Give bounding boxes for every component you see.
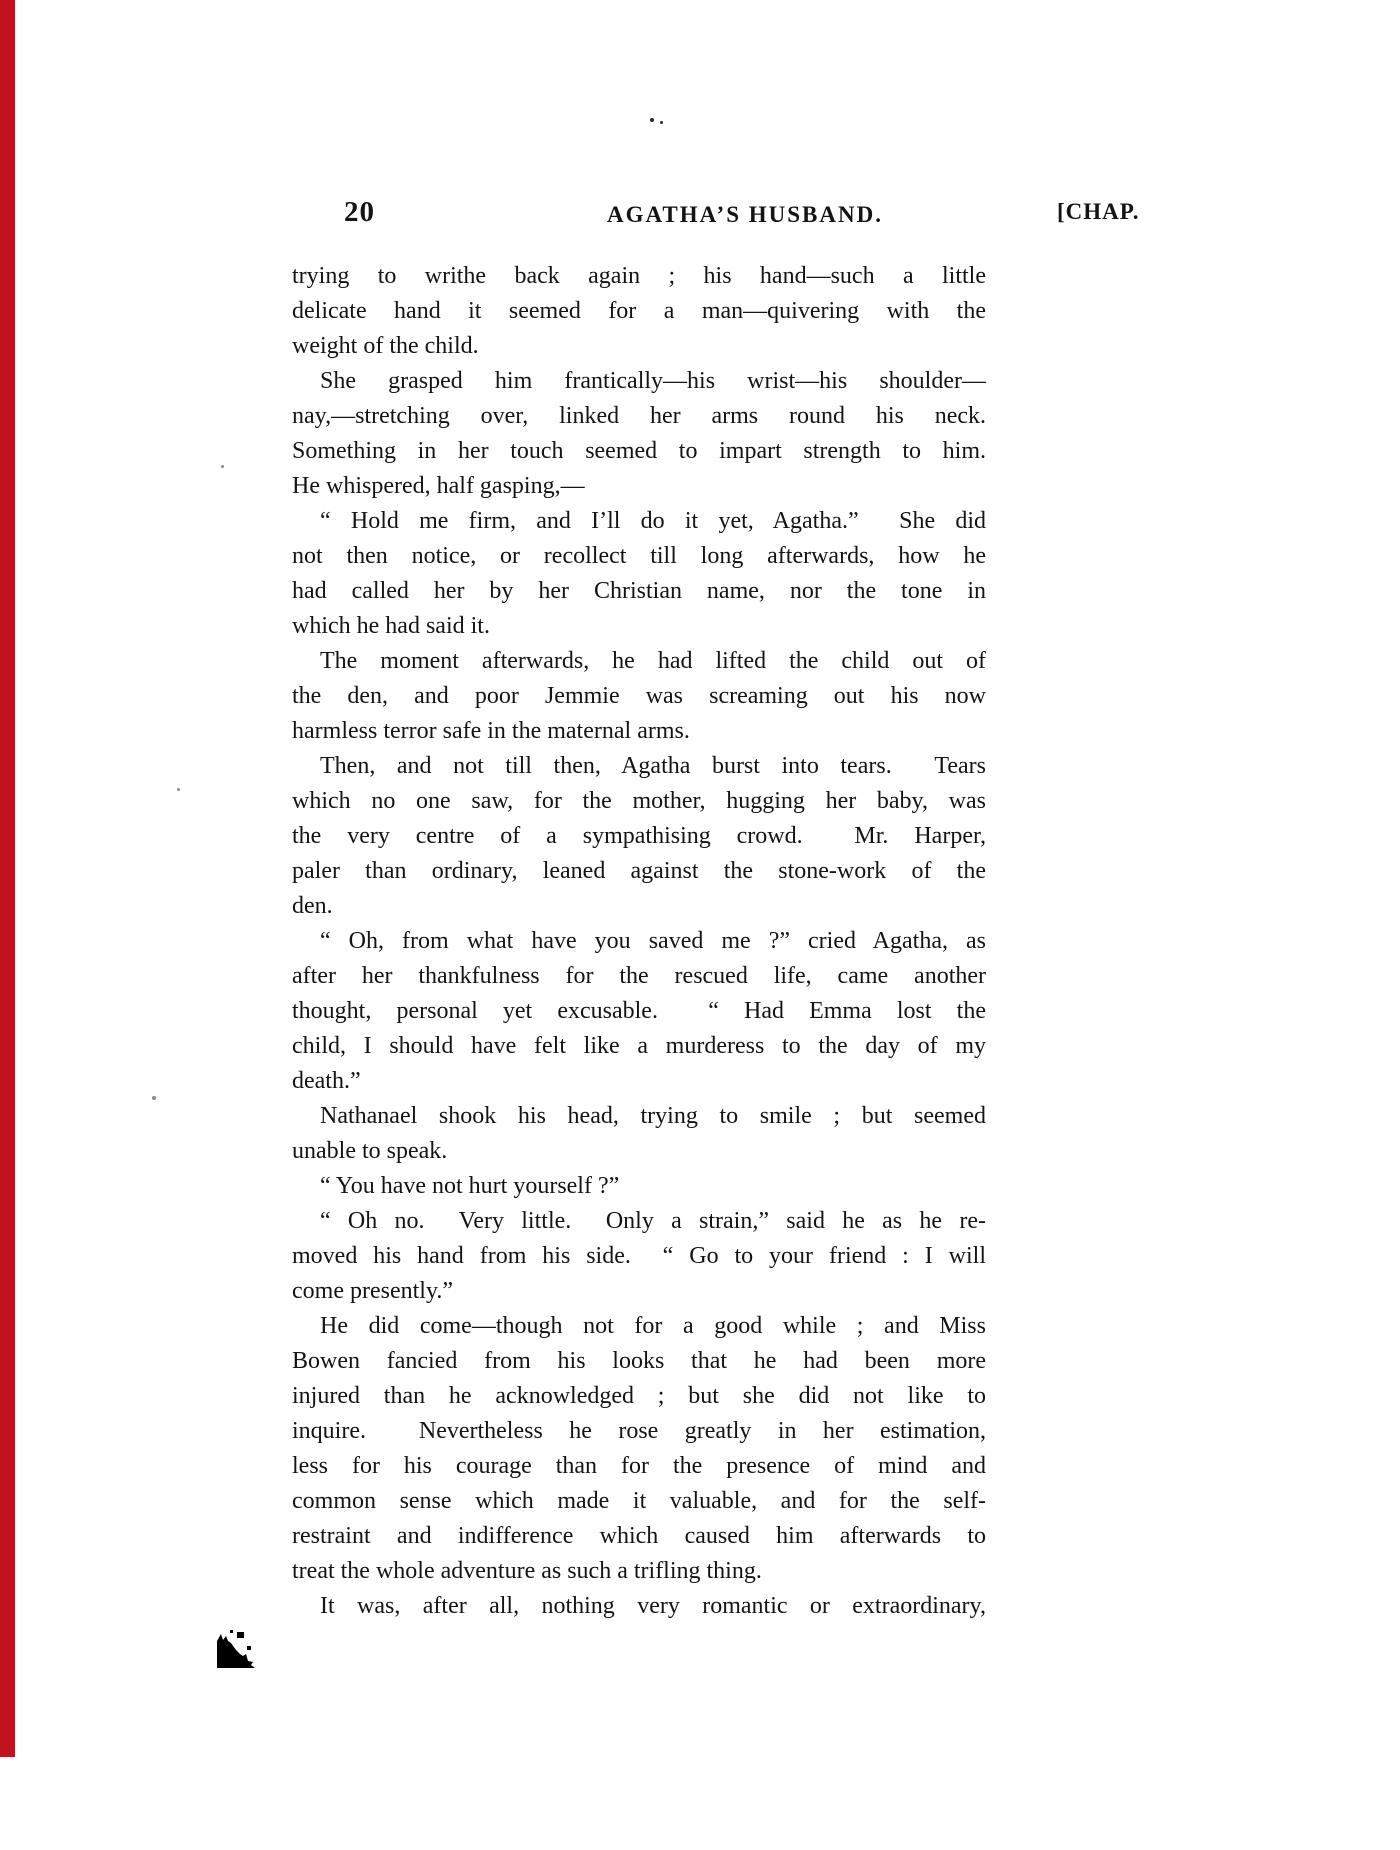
text-line: after her thankfulness for the rescued life, came another xyxy=(292,963,986,989)
text-line: The moment afterwards, he had lifted the child out of xyxy=(320,648,986,674)
stray-mark xyxy=(650,118,654,122)
text-line: death.” xyxy=(292,1068,361,1094)
text-line: “ Oh no. Very little. Only a strain,” said he as he re- xyxy=(320,1208,986,1234)
text-line: thought, personal yet excusable. “ Had Emma lost the xyxy=(292,998,986,1024)
stray-mark xyxy=(177,788,180,791)
page-number: 20 xyxy=(344,196,375,228)
text-line: restraint and indifference which caused him afterwards to xyxy=(292,1523,986,1549)
chapter-marker: [CHAP. xyxy=(1057,199,1140,224)
text-line: “ You have not hurt yourself ?” xyxy=(320,1173,620,1199)
text-line: den. xyxy=(292,893,333,919)
scan-edge-strip xyxy=(0,0,15,1757)
ink-blot xyxy=(215,1628,260,1673)
text-line: less for his courage than for the presence of mind and xyxy=(292,1453,986,1479)
text-line: which he had said it. xyxy=(292,613,490,639)
text-line: He did come—though not for a good while ; and Miss xyxy=(320,1313,986,1339)
text-line: not then notice, or recollect till long afterwards, how he xyxy=(292,543,986,569)
running-title: AGATHA’S HUSBAND. xyxy=(607,202,883,227)
text-line: Something in her touch seemed to impart strength to him. xyxy=(292,438,986,464)
text-line: inquire. Nevertheless he rose greatly in her estimation, xyxy=(292,1418,986,1444)
text-line: injured than he acknowledged ; but she did not like to xyxy=(292,1383,986,1409)
text-line: “ Oh, from what have you saved me ?” cried Agatha, as xyxy=(320,928,986,954)
text-line: She grasped him frantically—his wrist—his shoulder— xyxy=(320,368,986,394)
text-line: He whispered, half gasping,— xyxy=(292,473,585,499)
text-line: had called her by her Christian name, nor the tone in xyxy=(292,578,986,604)
text-line: the den, and poor Jemmie was screaming out his now xyxy=(292,683,986,709)
stray-mark xyxy=(152,1096,156,1100)
text-line: which no one saw, for the mother, hugging her baby, was xyxy=(292,788,986,814)
text-line: trying to writhe back again ; his hand—such a little xyxy=(292,263,986,289)
text-line: moved his hand from his side. “ Go to your friend : I will xyxy=(292,1243,986,1269)
text-line: delicate hand it seemed for a man—quivering with the xyxy=(292,298,986,324)
text-line: child, I should have felt like a murderess to the day of my xyxy=(292,1033,986,1059)
stray-mark xyxy=(221,465,224,468)
text-line: “ Hold me firm, and I’ll do it yet, Agatha.” She did xyxy=(320,508,986,534)
text-line: unable to speak. xyxy=(292,1138,448,1164)
body-text xyxy=(292,259,986,1624)
text-line: the very centre of a sympathising crowd. Mr. Harper, xyxy=(292,823,986,849)
text-line: treat the whole adventure as such a trifling thing. xyxy=(292,1558,762,1584)
text-line: weight of the child. xyxy=(292,333,479,359)
text-line: Nathanael shook his head, trying to smile ; but seemed xyxy=(320,1103,986,1129)
text-line: paler than ordinary, leaned against the stone-work of the xyxy=(292,858,986,884)
text-line: Then, and not till then, Agatha burst into tears. Tears xyxy=(320,753,986,779)
text-line: Bowen fancied from his looks that he had been more xyxy=(292,1348,986,1374)
text-line: It was, after all, nothing very romantic or extraordinary, xyxy=(320,1593,986,1619)
text-line: come presently.” xyxy=(292,1278,454,1304)
text-line: common sense which made it valuable, and for the self- xyxy=(292,1488,986,1514)
stray-mark xyxy=(660,121,663,124)
text-line: harmless terror safe in the maternal arms. xyxy=(292,718,690,744)
text-line: nay,—stretching over, linked her arms round his neck. xyxy=(292,403,986,429)
